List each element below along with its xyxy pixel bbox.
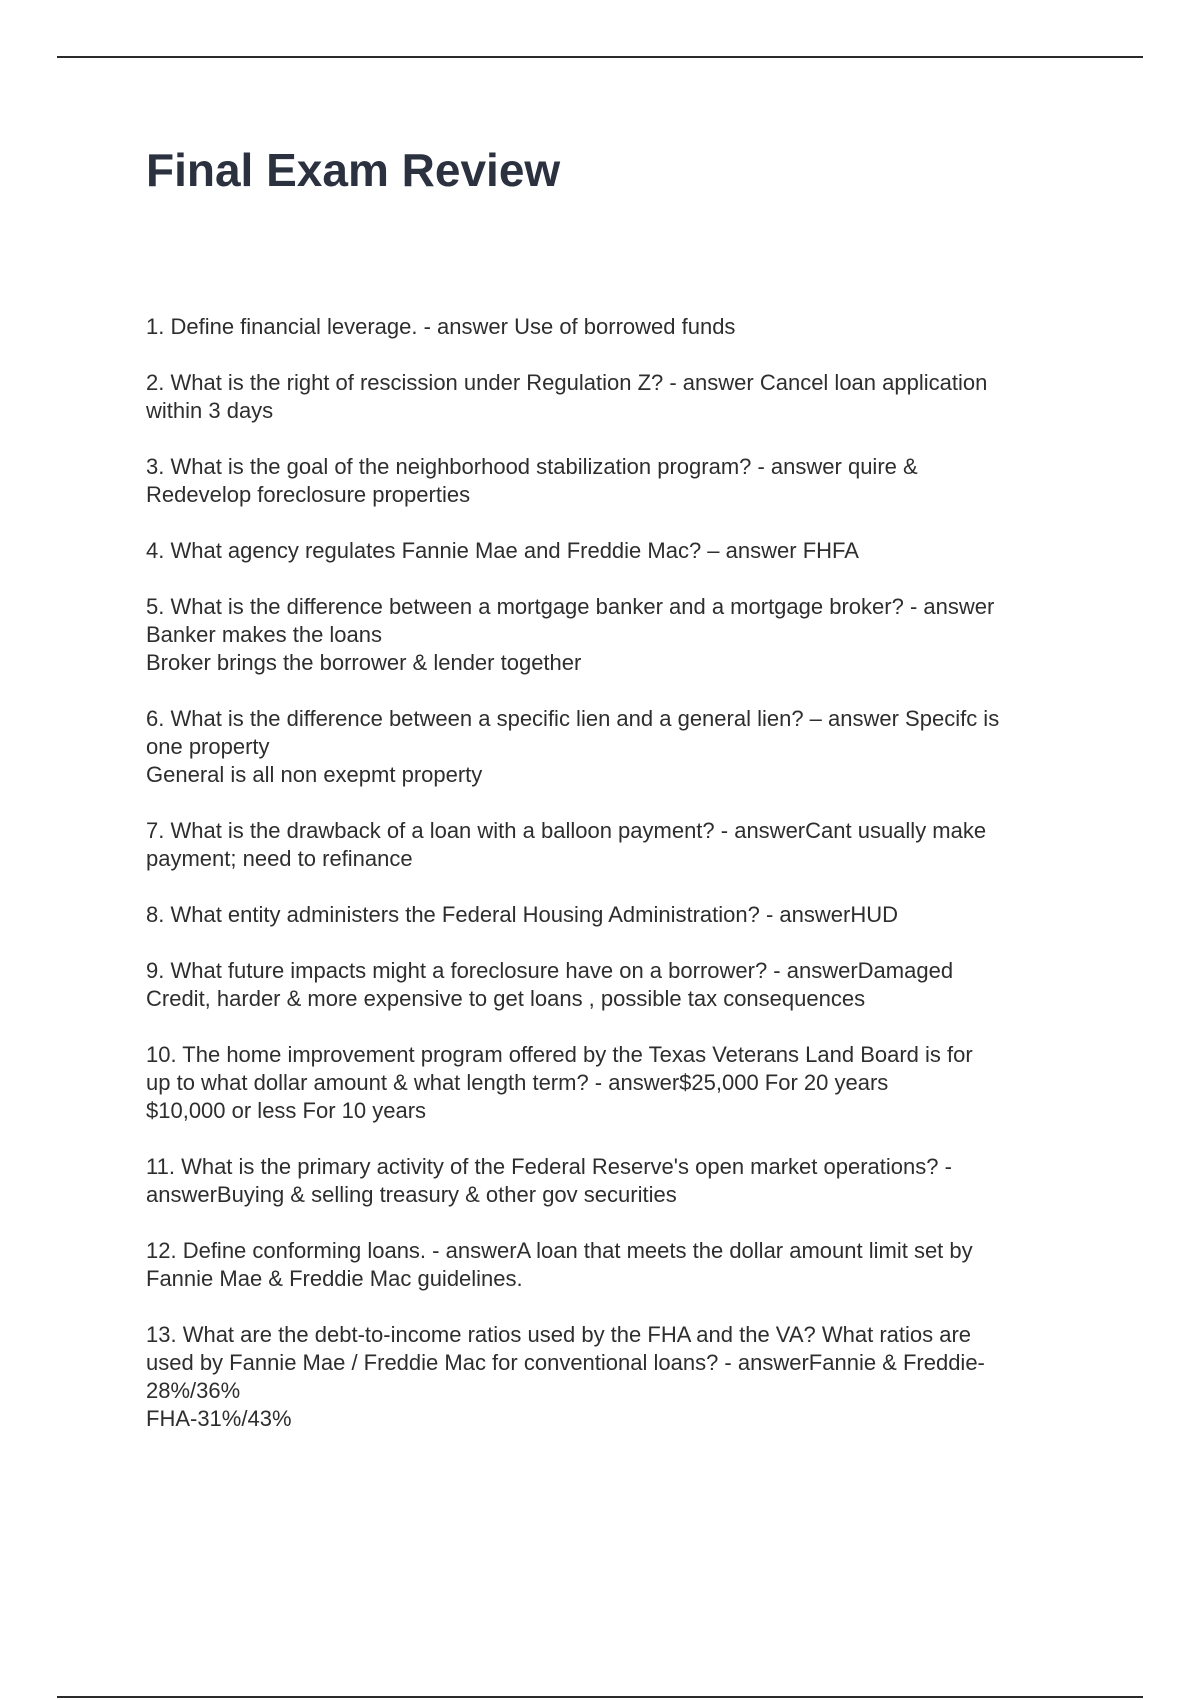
question-list (146, 313, 1096, 1461)
top-divider (57, 56, 1143, 58)
question-item-12: 12. Define conforming loans. - answerA loan that meets the dollar amount limit set by Fannie Mae & Freddie Mac guidelines. (146, 1238, 973, 1291)
question-item-9: 9. What future impacts might a foreclosure have on a borrower? - answerDamaged Credit, harder & more expensive to get loans , possible tax consequences (146, 958, 954, 1011)
page-title: Final Exam Review (146, 144, 561, 196)
question-item-5: 5. What is the difference between a mortgage banker and a mortgage broker? - answer Banker makes the loans Broker brings the borrower & lender together (146, 594, 995, 675)
bottom-divider (57, 1696, 1143, 1698)
question-item-2: 2. What is the right of rescission under Regulation Z? - answer Cancel loan application within 3 days (146, 370, 988, 423)
question-item-10: 10. The home improvement program offered by the Texas Veterans Land Board is for up to what dollar amount & what length term? - answer$25,000 For 20 years $10,000 or less For 10 years (146, 1042, 973, 1123)
question-item-7: 7. What is the drawback of a loan with a balloon payment? - answerCant usually make payment; need to refinance (146, 818, 987, 871)
question-item-11: 11. What is the primary activity of the Federal Reserve's open market operations? - answerBuying & selling treasury & other gov securities (146, 1154, 952, 1207)
question-item-6: 6. What is the difference between a specific lien and a general lien? – answer Specifc is one property General is all non exepmt property (146, 706, 1000, 787)
question-item-4: 4. What agency regulates Fannie Mae and Freddie Mac? – answer FHFA (146, 538, 859, 563)
question-item-13: 13. What are the debt-to-income ratios used by the FHA and the VA? What ratios are used by Fannie Mae / Freddie Mac for conventional loans? - answerFannie & Freddie- 28%/36% FHA-31%/43% (146, 1322, 985, 1431)
question-item-1: 1. Define financial leverage. - answer Use of borrowed funds (146, 314, 736, 339)
question-item-3: 3. What is the goal of the neighborhood stabilization program? - answer quire & Redevelop foreclosure properties (146, 454, 918, 507)
question-item-8: 8. What entity administers the Federal Housing Administration? - answerHUD (146, 902, 898, 927)
